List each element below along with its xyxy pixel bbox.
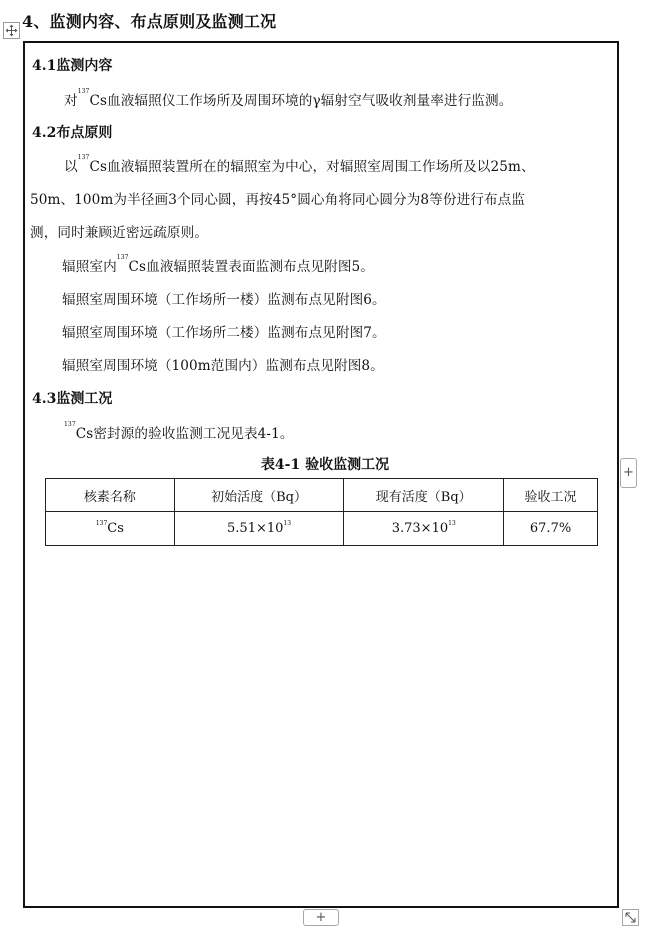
section-4-2-paragraph-line3: 测，同时兼顾近密远疏原则。: [30, 225, 209, 241]
cell-current-activity: $3.73\times 10^{13}$: [344, 512, 504, 546]
header-acceptance-condition: 验收工况: [504, 479, 598, 512]
table-resize-handle[interactable]: [622, 909, 639, 926]
header-nuclide: 核素名称: [46, 479, 175, 512]
add-row-button[interactable]: +: [303, 909, 339, 926]
add-column-button[interactable]: +: [620, 458, 637, 488]
table-move-handle[interactable]: [3, 22, 20, 39]
section-heading: 4、监测内容、布点原则及监测工况: [22, 12, 277, 31]
header-current-activity: 现有活度（Bq）: [344, 479, 504, 512]
section-4-1-title: 4.1监测内容: [32, 58, 113, 74]
section-4-1-paragraph: 对$^{137}$Cs血液辐照仪工作场所及周围环境的γ辐射空气吸收剂量率进行监测。: [64, 88, 513, 109]
section-4-2-figure5-note: 辐照室内$^{137}$Cs血液辐照装置表面监测布点见附图5。: [62, 254, 374, 275]
section-4-2-paragraph-line2: 50m、100m为半径画3个同心圆，再按45°圆心角将同心圆分为8等份进行布点监: [30, 192, 526, 208]
section-4-2-figure8-note: 辐照室周围环境（100m范围内）监测布点见附图8。: [62, 358, 384, 374]
cell-initial-activity: $5.51\times 10^{13}$: [174, 512, 344, 546]
section-4-2-figure7-note: 辐照室周围环境（工作场所二楼）监测布点见附图7。: [62, 325, 386, 341]
monitoring-conditions-table: [45, 478, 598, 546]
cell-nuclide: $^{137}$Cs: [46, 512, 175, 546]
table-row: [46, 512, 598, 546]
section-4-2-figure6-note: 辐照室周围环境（工作场所一楼）监测布点见附图6。: [62, 292, 386, 308]
table-header-row: [46, 479, 598, 512]
header-initial-activity: 初始活度（Bq）: [174, 479, 344, 512]
move-arrows-icon: [5, 24, 18, 37]
section-4-3-title: 4.3监测工况: [32, 391, 113, 407]
resize-diagonal-icon: [623, 910, 638, 925]
table-title: 表4-1 验收监测工况: [260, 457, 390, 473]
cell-acceptance-condition: 67.7%: [504, 512, 598, 546]
section-4-2-paragraph-line1: 以$^{137}$Cs血液辐照装置所在的辐照室为中心，对辐照室周围工作场所及以25m、: [64, 154, 535, 175]
section-4-2-title: 4.2布点原则: [32, 125, 113, 141]
section-4-3-paragraph: $^{137}$Cs密封源的验收监测工况见表4-1。: [64, 421, 294, 442]
